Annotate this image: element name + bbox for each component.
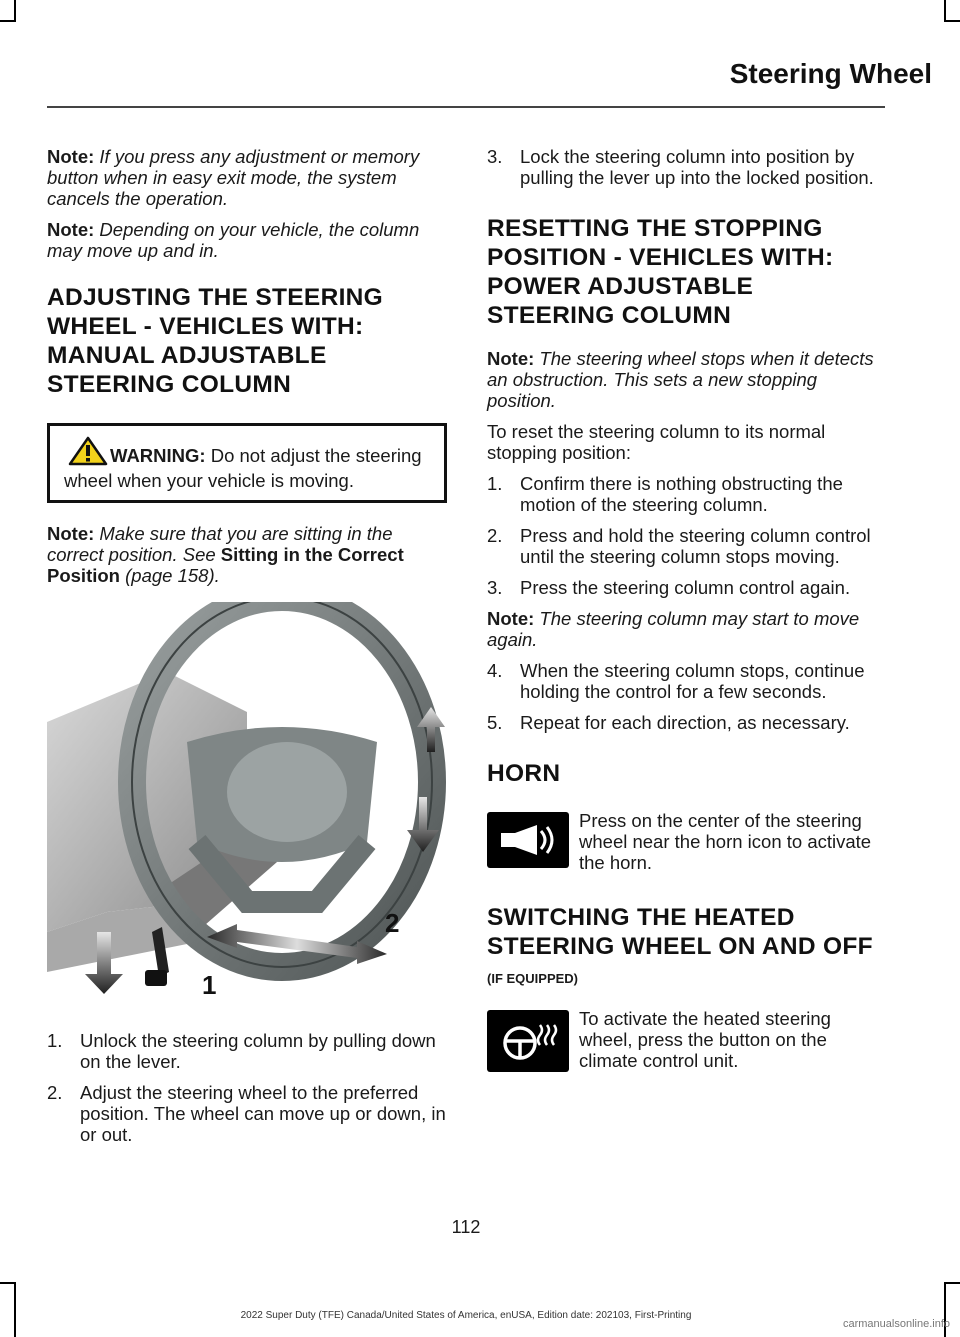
section-heading-manual-adjust: ADJUSTING THE STEERING WHEEL - VEHICLES WITH: MANUAL ADJUSTABLE STEERING COLUMN — [47, 284, 384, 398]
list-item: 4. When the steering column stops, continue holding the control for a few seconds. — [487, 660, 865, 702]
crop-mark — [14, 0, 16, 22]
crop-mark — [944, 0, 946, 22]
note-obstruction: Note: The steering wheel stops when it detects an obstruction. This sets a new stopping position. — [487, 348, 874, 411]
heated-wheel-text: To activate the heated steering wheel, press the button on the climate control unit. — [579, 1008, 831, 1071]
note-column-move: Note: Depending on your vehicle, the column may move up and in. — [47, 219, 420, 261]
list-item: 1. Unlock the steering column by pulling down on the lever. — [47, 1030, 436, 1072]
note-may-move: Note: The steering column may start to move again. — [487, 608, 860, 650]
warning-label: WARNING: — [110, 445, 206, 466]
steering-wheel-illustration — [47, 602, 447, 1012]
crop-mark — [0, 20, 16, 22]
list-item: 5. Repeat for each direction, as necessary. — [487, 712, 850, 733]
warning-text: Do not adjust the steering wheel when your vehicle is moving. — [64, 445, 422, 491]
list-item: 3. Press the steering column control again. — [487, 577, 851, 598]
list-item: 2. Adjust the steering wheel to the preferred position. The wheel can move up or down, in or out. — [47, 1082, 446, 1145]
section-heading-reset-stopping: RESETTING THE STOPPING POSITION - VEHICLES WITH: POWER ADJUSTABLE STEERING COLUMN — [487, 215, 834, 329]
figure-callout-1: 1 — [202, 970, 217, 1000]
list-item: 2. Press and hold the steering column control until the steering column stops moving. — [487, 525, 871, 567]
note-easy-exit: Note: If you press any adjustment or memory button when in easy exit mode, the system cancels the operation. — [47, 146, 420, 209]
note-sitting-position: Note: Make sure that you are sitting in the correct position. See Sitting in the Correct Position (page 158). — [47, 523, 404, 586]
if-equipped-label: (IF EQUIPPED) — [487, 971, 579, 986]
manual-adjust-steps-continued — [487, 146, 882, 188]
crop-mark — [944, 1282, 960, 1284]
reset-steps — [487, 473, 882, 598]
heated-wheel-row — [487, 1008, 882, 1072]
header-divider — [47, 106, 885, 108]
page-title: Steering Wheel — [729, 58, 932, 89]
right-column — [487, 146, 882, 1086]
horn-row — [487, 810, 882, 873]
heated-steering-wheel-icon — [487, 1010, 569, 1072]
watermark: carmanualsonline.info — [842, 1318, 950, 1330]
crop-mark — [944, 20, 960, 22]
edition-info: 2022 Super Duty (TFE) Canada/United States of America, enUSA, Edition date: 202103, First-Printing — [240, 1310, 692, 1321]
figure-callout-2: 2 — [385, 908, 400, 938]
warning-box — [47, 423, 447, 503]
left-column — [47, 146, 447, 1155]
reset-steps-continued — [487, 660, 882, 733]
reset-intro: To reset the steering column to its normal stopping position: — [487, 421, 826, 463]
list-item: 3. Lock the steering column into position by pulling the lever up into the locked position. — [487, 146, 874, 188]
warning-triangle-icon — [68, 436, 108, 470]
sitting-position-link[interactable]: Sitting in the Correct Position — [47, 544, 404, 586]
crop-mark — [0, 1282, 16, 1284]
list-item: 1. Confirm there is nothing obstructing the motion of the steering column. — [487, 473, 843, 515]
horn-icon — [487, 812, 569, 868]
section-heading-horn: HORN — [487, 760, 561, 787]
page-number: 112 — [451, 1217, 481, 1237]
horn-text: Press on the center of the steering wheel near the horn icon to activate the horn. — [579, 810, 872, 873]
section-heading-heated-wheel: SWITCHING THE HEATED STEERING WHEEL ON AND OFF — [487, 904, 873, 960]
manual-adjust-steps — [47, 1030, 447, 1145]
